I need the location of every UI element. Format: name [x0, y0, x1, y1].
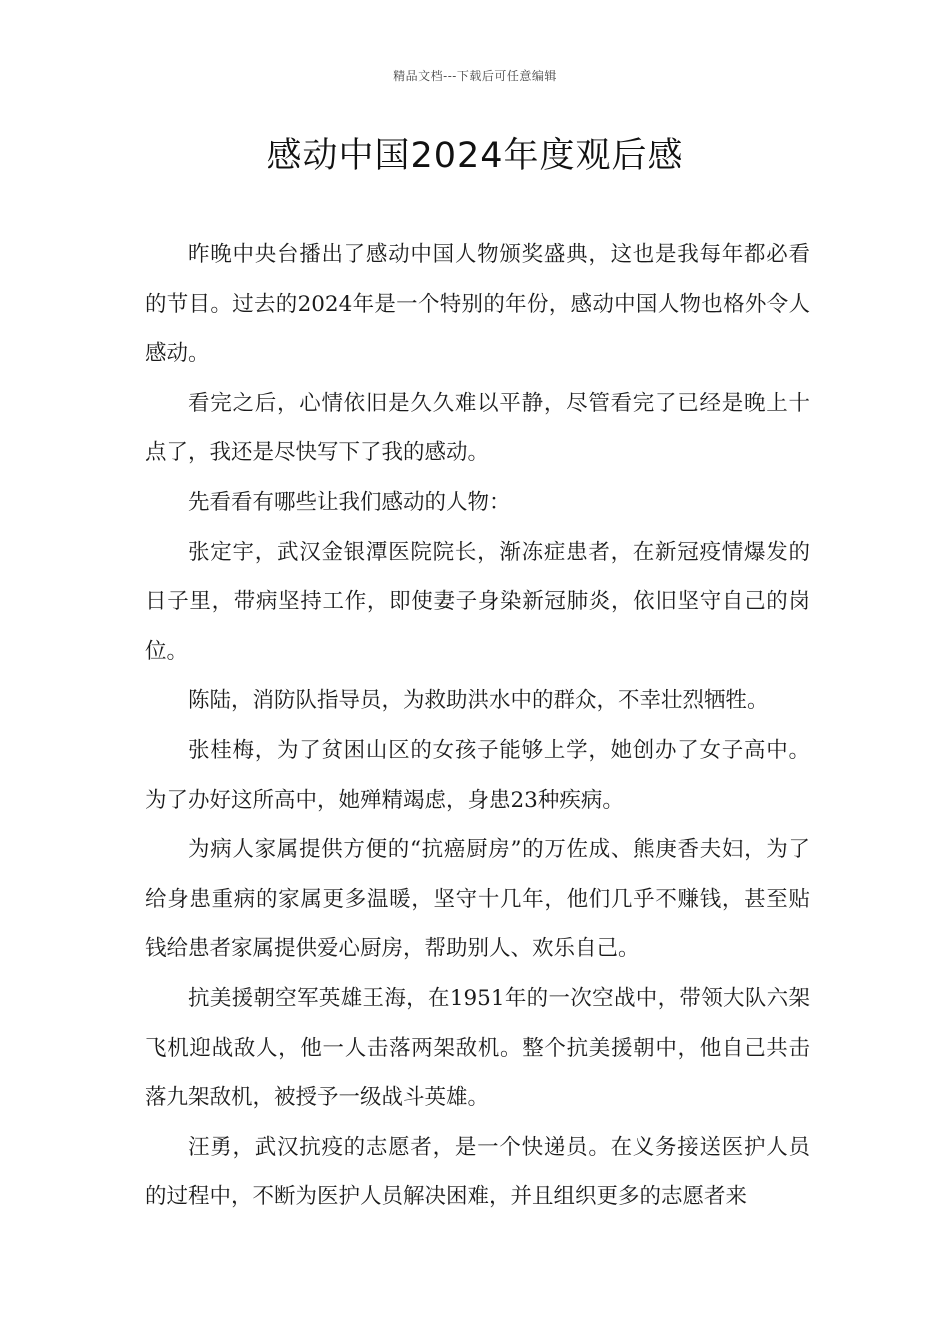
paragraph: 张桂梅，为了贫困山区的女孩子能够上学，她创办了女子高中。为了办好这所高中，她殚精竭虑，身患23种疾病。 — [145, 737, 810, 813]
paragraph: 为病人家属提供方便的“抗癌厨房”的万佐成、熊庚香夫妇，为了给身患重病的家属更多温暖，坚守十几年，他们几乎不赚钱，甚至贴钱给患者家属提供爱心厨房，帮助别人、欢乐自己。 — [145, 837, 810, 962]
paragraph: 看完之后，心情依旧是久久难以平静，尽管看完了已经是晚上十点了，我还是尽快写下了我的感动。 — [145, 390, 810, 466]
paragraph: 陈陆，消防队指导员，为救助洪水中的群众，不幸壮烈牺牲。 — [188, 688, 769, 714]
paragraph: 昨晚中央台播出了感动中国人物颁奖盛典，这也是我每年都必看的节目。过去的2024年是一个特别的年份，感动中国人物也格外令人感动。 — [145, 242, 810, 367]
document-title: 感动中国2024年度观后感 — [266, 136, 684, 176]
paragraph: 先看看有哪些让我们感动的人物： — [188, 489, 511, 515]
document-body — [145, 230, 810, 1222]
paragraph: 张定宇，武汉金银潭医院院长，渐冻症患者，在新冠疫情爆发的日子里，带病坚持工作，即使妻子身染新冠肺炎，依旧坚守自己的岗位。 — [145, 539, 810, 664]
paragraph: 汪勇，武汉抗疫的志愿者，是一个快递员。在义务接送医护人员的过程中，不断为医护人员解决困难，并且组织更多的志愿者来 — [145, 1134, 810, 1210]
header-note: 精品文档---下载后可任意编辑 — [393, 69, 557, 83]
paragraph: 抗美援朝空军英雄王海，在1951年的一次空战中，带领大队六架飞机迎战敌人，他一人击落两架敌机。整个抗美援朝中，他自己共击落九架敌机，被授予一级战斗英雄。 — [145, 985, 810, 1111]
